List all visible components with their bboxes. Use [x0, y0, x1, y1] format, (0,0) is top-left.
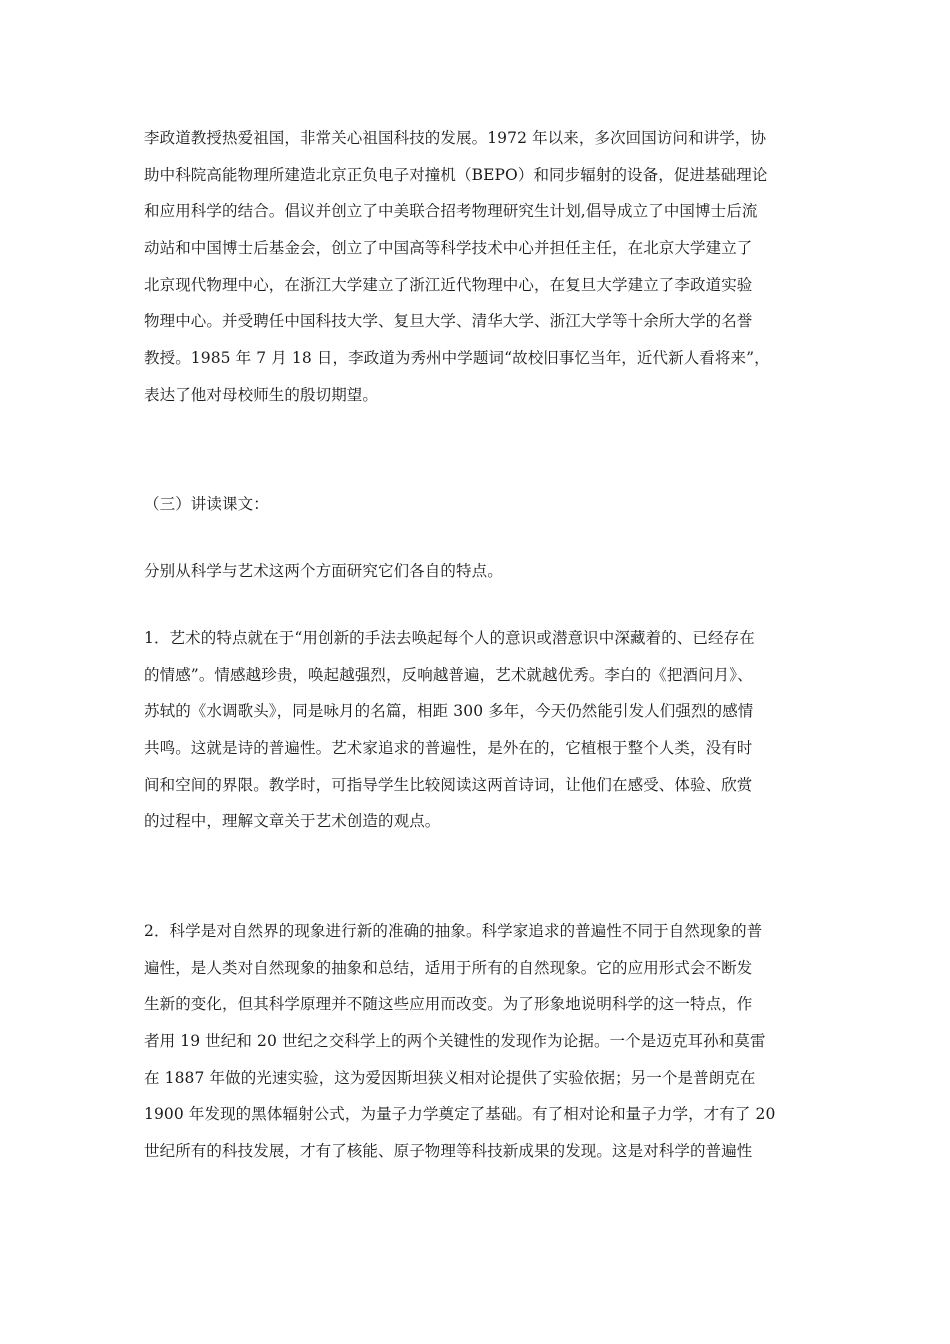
paragraph-point-1 [144, 620, 809, 840]
text-line: 和应用科学的结合。倡议并创立了中美联合招考物理研究生计划,倡导成立了中国博士后流 [144, 202, 758, 221]
text-line: 动站和中国博士后基金会，创立了中国高等科学技术中心并担任主任，在北京大学建立了 [144, 239, 753, 258]
text-line: 间和空间的界限。教学时，可指导学生比较阅读这两首诗词，让他们在感受、体验、欣赏 [144, 775, 753, 794]
text-line: 共鸣。这就是诗的普遍性。艺术家追求的普遍性，是外在的，它植根于整个人类，没有时 [144, 739, 753, 758]
text-line: 2．科学是对自然界的现象进行新的准确的抽象。科学家追求的普遍性不同于自然现象的普 [144, 922, 763, 940]
text-line: 生新的变化，但其科学原理并不随这些应用而改变。为了形象地说明科学的这一特点，作 [144, 995, 753, 1014]
text-line: 的过程中，理解文章关于艺术创造的观点。 [144, 812, 441, 831]
text-line: 苏轼的《水调歌头》，同是咏月的名篇，相距 300 多年，今天仍然能引发人们强烈的感情 [144, 702, 754, 721]
text-line: 的情感”。情感越珍贵，唤起越强烈，反响越普遍，艺术就越优秀。李白的《把酒问月》、 [144, 665, 753, 684]
text-line: 李政道教授热爱祖国，非常关心祖国科技的发展。1972 年以来，多次回国访问和讲学，协 [144, 129, 767, 147]
text-line: 1．艺术的特点就在于“用创新的手法去唤起每个人的意识或潜意识中深藏着的、已经存在 [144, 629, 755, 647]
text-line: 世纪所有的科技发展，才有了核能、原子物理等科技新成果的发现。这是对科学的普遍性 [144, 1142, 753, 1161]
heading-text: （三）讲读课文： [144, 495, 269, 513]
paragraph-intro [144, 120, 809, 414]
text-line: 北京现代物理中心，在浙江大学建立了浙江近代物理中心，在复旦大学建立了李政道实验 [144, 275, 753, 294]
text-line: 者用 19 世纪和 20 世纪之交科学上的两个关键性的发现作为论据。一个是迈克耳孙和莫雷 [144, 1032, 766, 1051]
section-heading [144, 486, 809, 523]
text-line: 物理中心。并受聘任中国科技大学、复旦大学、清华大学、浙江大学等十余所大学的名誉 [144, 312, 753, 331]
text-line: 分别从科学与艺术这两个方面研究它们各自的特点。 [144, 562, 503, 580]
text-line: 在 1887 年做的光速实验，这为爱因斯坦狭义相对论提供了实验依据；另一个是普朗克在 [144, 1068, 756, 1087]
text-line: 1900 年发现的黑体辐射公式，为量子力学奠定了基础。有了相对论和量子力学，才有了 20 [144, 1105, 776, 1124]
text-line: 助中科院高能物理所建造北京正负电子对撞机（BEPO）和同步辐射的设备，促进基础理论 [144, 165, 768, 184]
text-line: 表达了他对母校师生的殷切期望。 [144, 385, 379, 404]
text-line: 教授。1985 年 7 月 18 日，李政道为秀州中学题词“故校旧事忆当年，近代新人看将来”， [144, 349, 770, 368]
paragraph-point-2 [144, 913, 809, 1170]
paragraph-overview [144, 553, 809, 590]
text-line: 遍性，是人类对自然现象的抽象和总结，适用于所有的自然现象。它的应用形式会不断发 [144, 958, 753, 977]
